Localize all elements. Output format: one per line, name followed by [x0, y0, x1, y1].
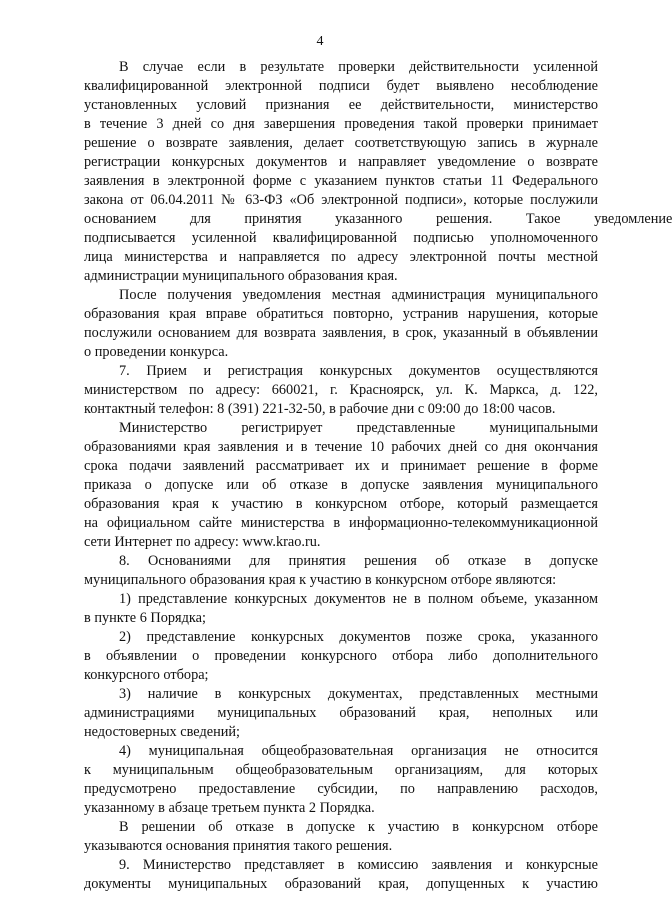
text-line: 1) представление конкурсных документов не в полном объеме, указанном	[119, 591, 598, 607]
text-line: приказа о допуске или об отказе в допуске заявления муниципального	[84, 477, 598, 493]
text-line: решение о возврате заявления, делает соответствующую запись в журнале	[84, 135, 598, 151]
text-line: подписывается усиленной квалифицированной подписью уполномоченного	[84, 230, 598, 246]
text-line: 9. Министерство представляет в комиссию заявления и конкурсные	[119, 857, 598, 873]
text-line: закона от 06.04.2011 № 63-ФЗ «Об электронной подписи», которые послужили	[84, 192, 598, 208]
text-line: в течение 3 дней со дня завершения проведения такой проверки принимает	[84, 116, 598, 132]
text-line: квалифицированной электронной подписи будет выявлено несоблюдение	[84, 78, 598, 94]
text-line: 4) муниципальная общеобразовательная организация не относится	[119, 743, 598, 759]
text-line: на официальном сайте министерства в информационно-телекоммуникационной	[84, 515, 598, 531]
text-line: образованиями края заявления и в течение 10 рабочих дней со дня окончания	[84, 439, 598, 455]
text-line: администрациями муниципальных образований края, неполных или	[84, 705, 598, 721]
text-line: о проведении конкурса.	[84, 344, 229, 360]
text-line: регистрации конкурсных документов и направляет уведомление о возврате	[84, 154, 598, 170]
text-line: администрации муниципального образования края.	[84, 268, 398, 284]
text-line: 2) представление конкурсных документов позже срока, указанного	[119, 629, 598, 645]
page-number: 4	[316, 34, 324, 49]
text-line: в объявлении о проведении конкурсного отбора либо дополнительного	[84, 648, 598, 664]
text-line: недостоверных сведений;	[84, 724, 240, 740]
text-line: 8. Основаниями для принятия решения об отказе в допуске	[119, 553, 598, 569]
text-line: В решении об отказе в допуске к участию в конкурсном отборе	[119, 819, 598, 835]
text-line: Министерство регистрирует представленные муниципальными	[119, 420, 598, 436]
text-line: контактный телефон: 8 (391) 221-32-50, в рабочие дни с 09:00 до 18:00 часов.	[84, 401, 556, 417]
text-line: предусмотрено предоставление субсидии, по направлению расходов,	[84, 781, 598, 797]
text-line: министерством по адресу: 660021, г. Красноярск, ул. К. Маркса, д. 122,	[84, 382, 598, 398]
text-line: срока подачи заявлений рассматривает их и принимает решение в форме	[84, 458, 598, 474]
text-line: муниципального образования края к участию в конкурсном отборе являются:	[84, 572, 557, 588]
text-line: указанному в абзаце третьем пункта 2 Порядка.	[84, 800, 375, 816]
text-line: 3) наличие в конкурсных документах, представленных местными	[119, 686, 598, 702]
text-line: указываются основания принятия такого решения.	[84, 838, 393, 854]
text-line: В случае если в результате проверки действительности усиленной	[119, 59, 598, 75]
text-line: основанием для принятия указанного решения. Такое уведомление	[84, 211, 672, 227]
text-line: к муниципальным общеобразовательным организациям, для которых	[84, 762, 598, 778]
text-line: образования края к участию в конкурсном отборе, который размещается	[84, 496, 598, 512]
text-line: послужили основанием для возврата заявления, в срок, указанный в объявлении	[84, 325, 598, 341]
text-line: в пункте 6 Порядка;	[84, 610, 206, 626]
text-line: 7. Прием и регистрация конкурсных документов осуществляются	[119, 363, 598, 379]
text-line: После получения уведомления местная администрация муниципального	[119, 287, 598, 303]
text-line: документы муниципальных образований края, допущенных к участию	[84, 876, 598, 892]
text-line: образования края вправе обратиться повторно, устранив нарушения, которые	[84, 306, 598, 322]
text-line: конкурсного отбора;	[84, 667, 209, 683]
text-line: лица министерства и направляется по адресу электронной почты местной	[84, 249, 598, 265]
text-line: установленных условий признания ее действительности, министерство	[84, 97, 598, 113]
text-line: сети Интернет по адресу: www.krao.ru.	[84, 534, 321, 550]
text-line: заявления в электронной форме с указанием пунктов статьи 11 Федерального	[84, 173, 598, 189]
